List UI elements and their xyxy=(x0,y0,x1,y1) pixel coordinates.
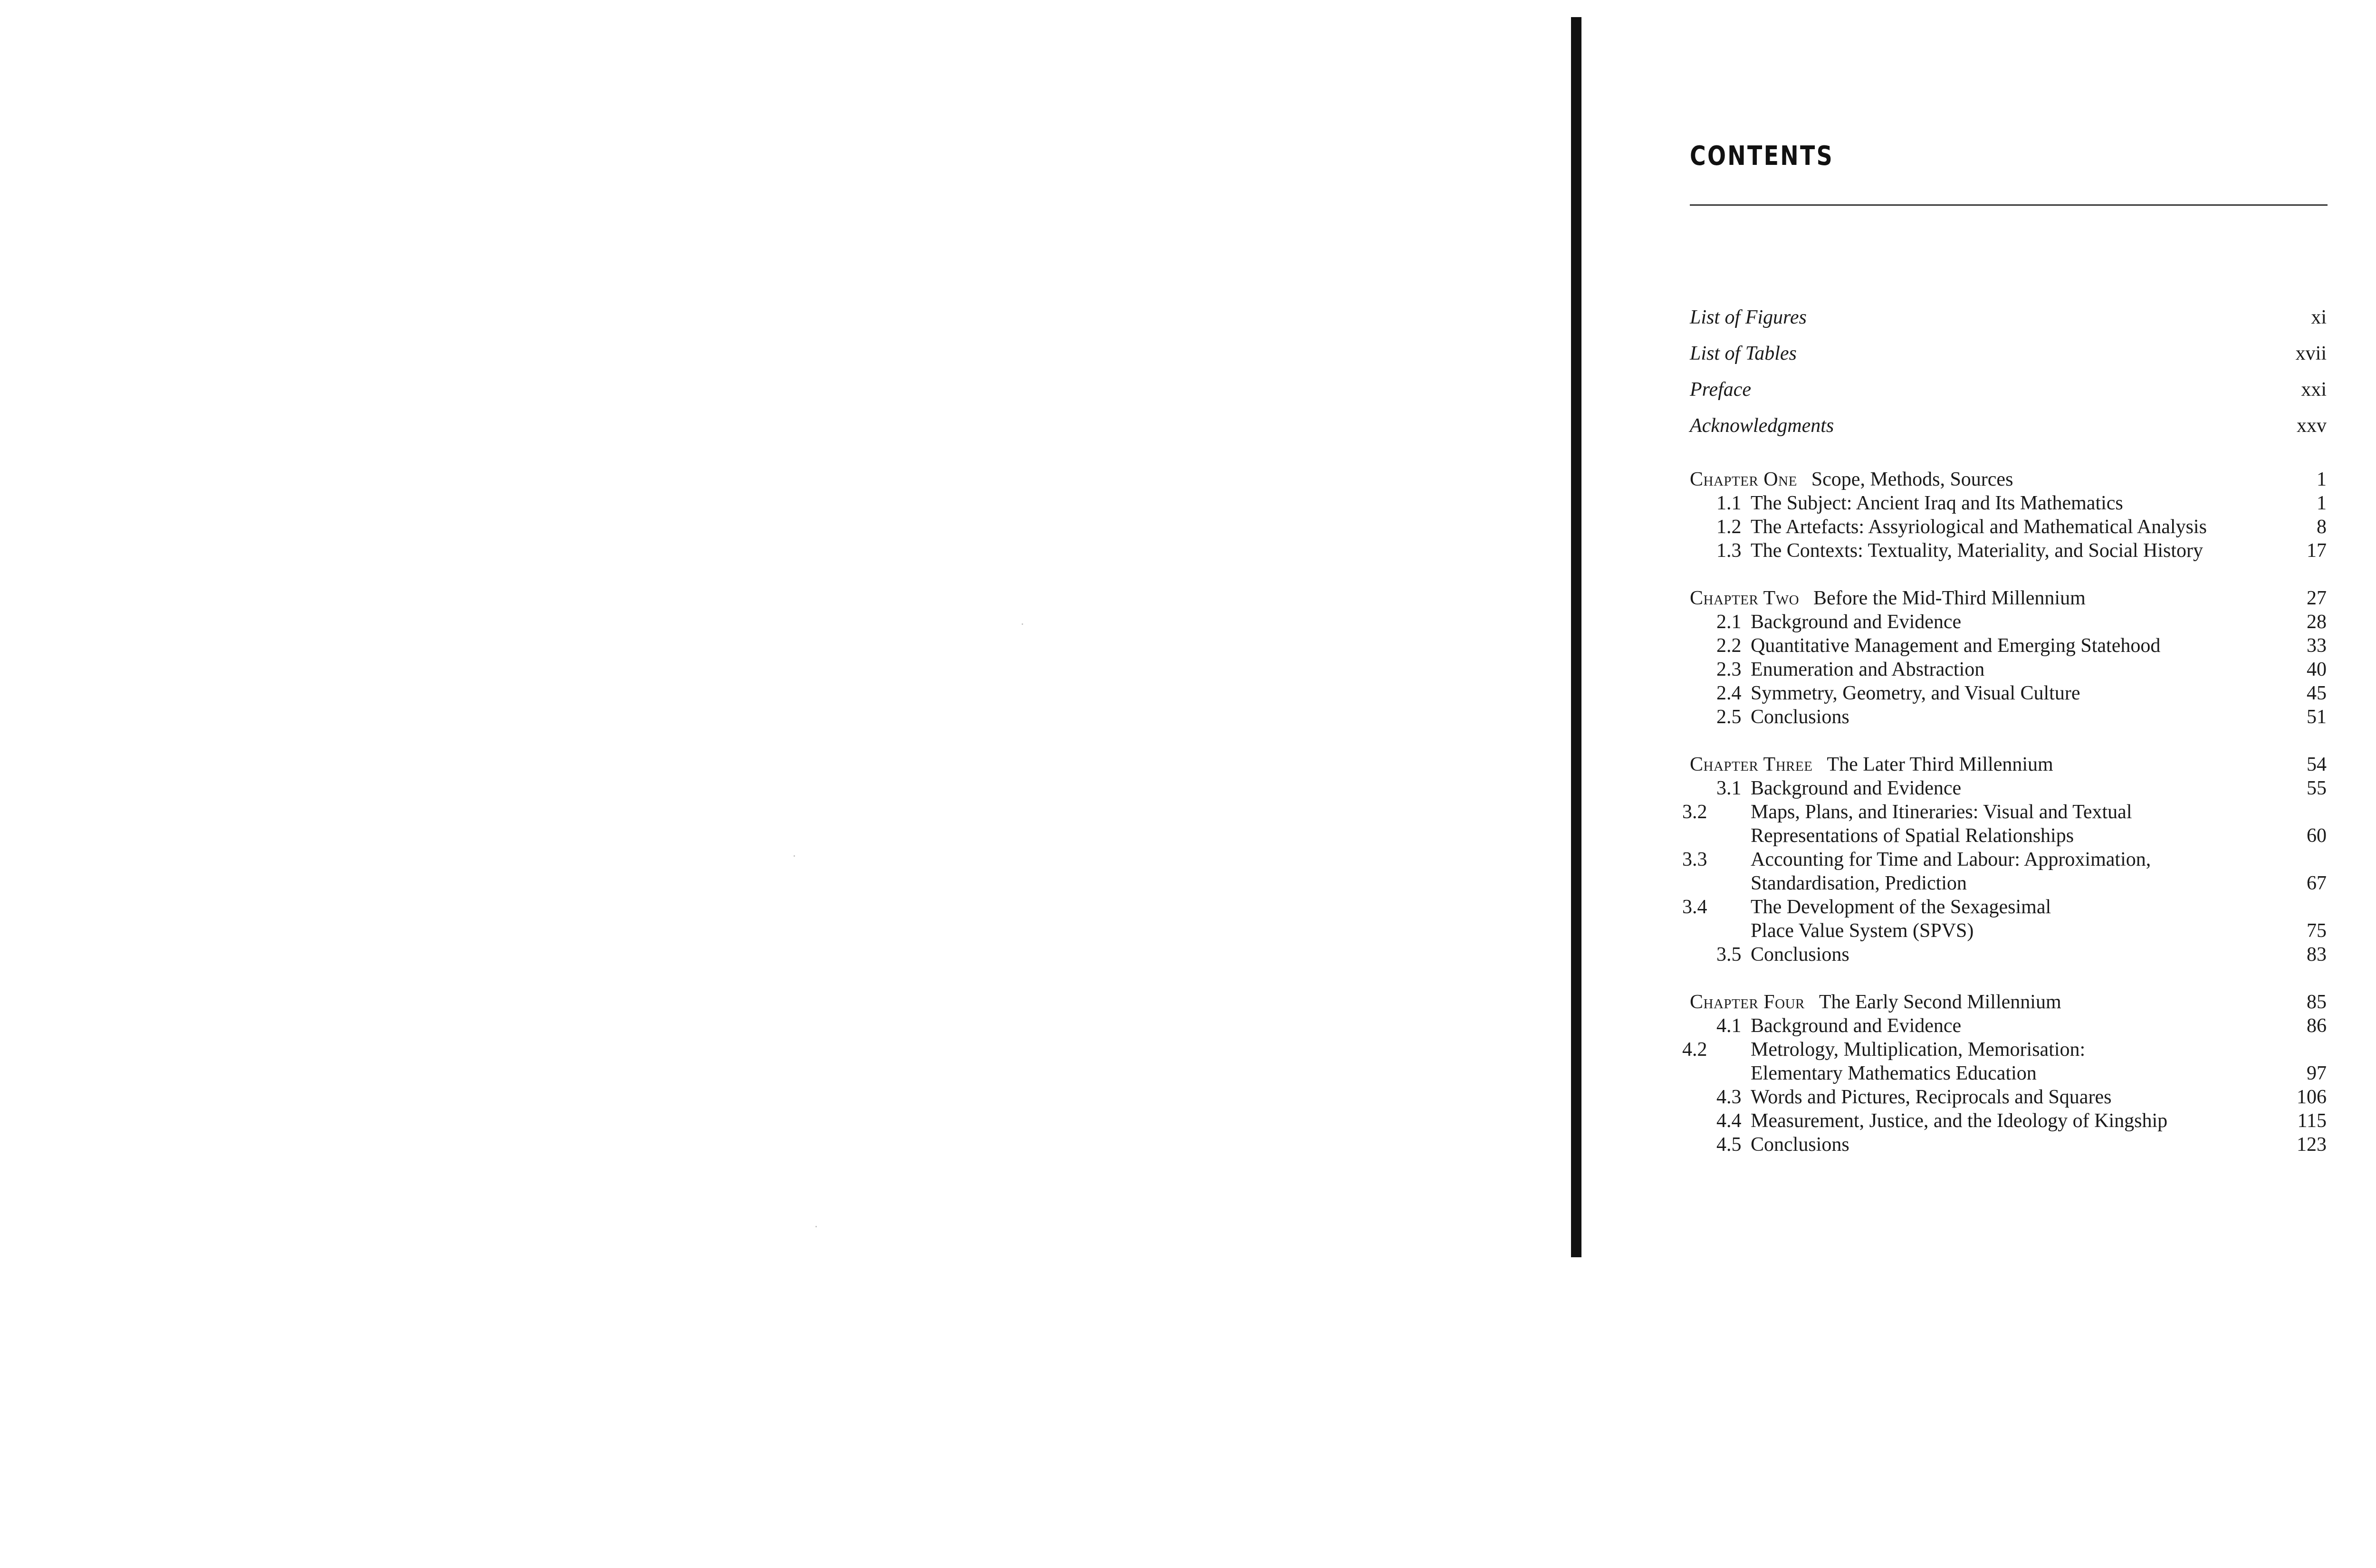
toc-entry-page: 85 xyxy=(2307,991,2327,1013)
section-entry[interactable] xyxy=(1682,895,2327,943)
toc-entry-acknowledgments[interactable] xyxy=(1690,408,2327,444)
chapter-group-four xyxy=(1682,990,2327,1157)
section-number: 2.2 xyxy=(1716,635,1742,657)
scan-speck xyxy=(794,855,795,857)
chapter-keyword: Chapter One xyxy=(1690,468,1797,490)
section-title: Conclusions xyxy=(1751,706,1849,728)
toc-entry-page: 1 xyxy=(2317,468,2327,490)
chapter-heading[interactable] xyxy=(1690,468,2327,491)
toc-entry-page: 123 xyxy=(2297,1134,2327,1156)
section-entry[interactable] xyxy=(1690,1109,2327,1133)
section-number: 2.1 xyxy=(1716,611,1742,633)
section-title: Background and Evidence xyxy=(1751,611,1962,633)
toc-entry-page: xxv xyxy=(2297,415,2327,437)
section-number: 4.1 xyxy=(1716,1015,1742,1037)
section-entry[interactable] xyxy=(1690,1014,2327,1038)
section-number: 4.3 xyxy=(1716,1086,1742,1108)
toc-entry-label: Acknowledgments xyxy=(1690,415,1834,437)
section-title: Background and Evidence xyxy=(1751,1015,1962,1037)
toc-entry-page: 45 xyxy=(2307,682,2327,704)
toc-entry-page: 54 xyxy=(2307,754,2327,775)
toc-entry-page: 17 xyxy=(2307,540,2327,562)
section-title: The Artefacts: Assyriological and Mathematical Analysis xyxy=(1751,516,2207,538)
chapter-group-two xyxy=(1690,586,2327,729)
section-title: Background and Evidence xyxy=(1751,777,1962,799)
section-number: 4.4 xyxy=(1716,1110,1742,1132)
section-number: 1.3 xyxy=(1716,540,1742,562)
section-title: The Contexts: Textuality, Materiality, and Social History xyxy=(1751,540,2203,562)
toc-entry-page: 86 xyxy=(2307,1015,2327,1037)
section-number: 3.3 xyxy=(1682,849,1707,870)
toc-entry-page: 67 xyxy=(2307,872,2327,894)
toc-entry-label: List of Figures xyxy=(1690,306,1807,328)
chapter-keyword: Chapter Four xyxy=(1690,991,1805,1013)
section-number: 2.4 xyxy=(1716,682,1742,704)
table-of-contents xyxy=(1682,299,2327,1157)
section-title: Quantitative Management and Emerging Statehood xyxy=(1751,635,2161,657)
section-entry[interactable] xyxy=(1690,634,2327,658)
chapter-title: Scope, Methods, Sources xyxy=(1811,468,2013,490)
toc-entry-preface[interactable] xyxy=(1690,372,2327,408)
toc-entry-label: List of Tables xyxy=(1690,343,1797,364)
section-title: Accounting for Time and Labour: Approximation, Standardisation, Prediction xyxy=(1751,849,2151,894)
section-title: Symmetry, Geometry, and Visual Culture xyxy=(1751,682,2080,704)
section-number: 1.2 xyxy=(1716,516,1742,538)
section-title: The Subject: Ancient Iraq and Its Mathematics xyxy=(1751,492,2123,514)
section-title: Conclusions xyxy=(1751,1134,1849,1156)
section-entry[interactable] xyxy=(1690,491,2327,515)
chapter-heading[interactable] xyxy=(1690,586,2327,610)
section-number: 3.1 xyxy=(1716,777,1742,799)
scan-speck xyxy=(815,1226,817,1227)
toc-entry-page: 115 xyxy=(2297,1110,2327,1132)
toc-entry-page: xi xyxy=(2311,306,2327,328)
toc-entry-page: xvii xyxy=(2295,343,2327,364)
heading-rule xyxy=(1690,204,2328,206)
chapter-heading[interactable] xyxy=(1690,753,2327,776)
toc-entry-label: Preface xyxy=(1690,379,1752,401)
toc-entry-page: 40 xyxy=(2307,659,2327,680)
page-title: CONTENTS xyxy=(1690,141,1834,172)
section-entry[interactable] xyxy=(1690,610,2327,634)
section-title: Words and Pictures, Reciprocals and Squares xyxy=(1751,1086,2112,1108)
section-entry[interactable] xyxy=(1690,658,2327,681)
section-entry[interactable] xyxy=(1690,1133,2327,1157)
section-number: 4.5 xyxy=(1716,1134,1742,1156)
toc-entry-page: 60 xyxy=(2307,825,2327,847)
toc-entry-page: 97 xyxy=(2307,1062,2327,1084)
section-number: 3.5 xyxy=(1716,944,1742,966)
section-entry[interactable] xyxy=(1690,1085,2327,1109)
section-entry[interactable] xyxy=(1690,705,2327,729)
toc-entry-page: 27 xyxy=(2307,587,2327,609)
chapter-title: The Early Second Millennium xyxy=(1819,991,2061,1013)
toc-entry-list-of-tables[interactable] xyxy=(1690,335,2327,372)
section-entry[interactable] xyxy=(1682,1038,2327,1085)
scan-speck xyxy=(1022,623,1023,625)
toc-entry-page: 75 xyxy=(2307,920,2327,942)
section-number: 2.3 xyxy=(1716,659,1742,680)
section-entry[interactable] xyxy=(1690,681,2327,705)
section-title: Conclusions xyxy=(1751,944,1849,966)
section-entry[interactable] xyxy=(1690,943,2327,966)
section-entry[interactable] xyxy=(1682,800,2327,848)
section-entry[interactable] xyxy=(1690,539,2327,563)
toc-entry-page: 28 xyxy=(2307,611,2327,633)
chapter-keyword: Chapter Three xyxy=(1690,754,1813,775)
section-title: Metrology, Multiplication, Memorisation: Elementary Mathematics Education xyxy=(1751,1039,2086,1084)
toc-entry-page: 51 xyxy=(2307,706,2327,728)
book-spine-gutter xyxy=(1571,17,1581,1257)
section-number: 4.2 xyxy=(1682,1039,1707,1061)
chapter-group-one xyxy=(1690,468,2327,563)
section-title: Enumeration and Abstraction xyxy=(1751,659,1985,680)
chapter-heading[interactable] xyxy=(1690,990,2327,1014)
chapter-group-three xyxy=(1682,753,2327,966)
toc-entry-list-of-figures[interactable] xyxy=(1690,299,2327,335)
chapter-title: The Later Third Millennium xyxy=(1827,754,2053,775)
chapter-title: Before the Mid-Third Millennium xyxy=(1813,587,2086,609)
toc-entry-page: xxi xyxy=(2301,379,2327,401)
toc-entry-page: 8 xyxy=(2317,516,2327,538)
section-entry[interactable] xyxy=(1690,776,2327,800)
toc-entry-page: 83 xyxy=(2307,944,2327,966)
section-entry[interactable] xyxy=(1690,515,2327,539)
toc-entry-page: 33 xyxy=(2307,635,2327,657)
section-title: The Development of the Sexagesimal Place Value System (SPVS) xyxy=(1751,896,2051,942)
section-number: 1.1 xyxy=(1716,492,1742,514)
section-title: Maps, Plans, and Itineraries: Visual and Textual Representations of Spatial Relationships xyxy=(1751,801,2132,847)
chapter-keyword: Chapter Two xyxy=(1690,587,1800,609)
section-title: Measurement, Justice, and the Ideology of Kingship xyxy=(1751,1110,2168,1132)
section-number: 3.4 xyxy=(1682,896,1707,918)
section-entry[interactable] xyxy=(1682,848,2327,895)
toc-entry-page: 55 xyxy=(2307,777,2327,799)
front-matter-list xyxy=(1690,299,2327,444)
toc-entry-page: 1 xyxy=(2317,492,2327,514)
section-number: 2.5 xyxy=(1716,706,1742,728)
section-number: 3.2 xyxy=(1682,801,1707,823)
toc-entry-page: 106 xyxy=(2297,1086,2327,1108)
